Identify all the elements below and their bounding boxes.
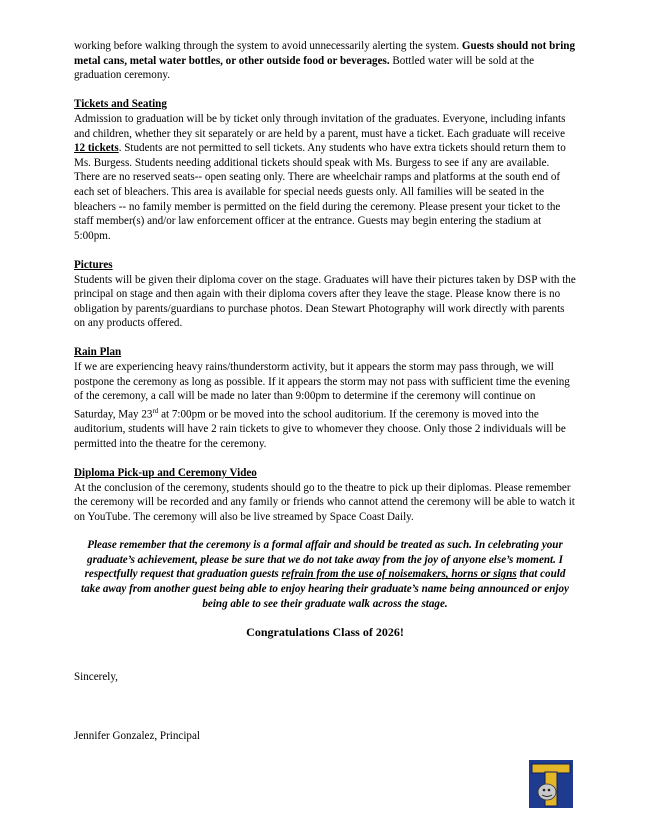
intro-paragraph xyxy=(74,39,576,83)
rain-section xyxy=(74,345,576,451)
tickets-heading: Tickets and Seating xyxy=(74,98,167,111)
diploma-heading: Diploma Pick-up and Ceremony Video xyxy=(74,466,257,479)
rain-superscript: rd xyxy=(152,406,159,415)
tickets-text-end: . Students are not permitted to sell tickets. Any students who have extra tickets should return them to Ms. Burgess. Students needing additional tickets should speak with Ms. Burgess to see if any are available. There are no reserved seats-- open seating only. There are wheelchair ramps and platforms at the south end of each set of bleachers. This area is available for special needs guests only. All families will be seated in the bleachers -- no family member is permitted on the field during the ceremony. Please present your ticket to the staff member(s) and/or law enforcement officer at the entrance. Guests may begin entering the stadium at 5:00pm. xyxy=(74,142,566,242)
tickets-text: Admission to graduation will be by ticket only through invitation of the graduates. Everyone, including infants and children, whether they sit separately or are held by a parent, must have a ticket. Each graduate will receive xyxy=(74,112,566,140)
diploma-paragraph: At the conclusion of the ceremony, students should go to the theatre to pick up their diplomas. Please remember the ceremony will be recorded and any family or friends who cannot attend the ceremony will be able to watch it on YouTube. The ceremony will also be live streamed by Space Coast Daily. xyxy=(74,481,575,523)
congratulations-line: Congratulations Class of 2026! xyxy=(246,625,404,640)
tickets-paragraph xyxy=(74,112,576,243)
closing-line: Sincerely, xyxy=(74,670,118,683)
tickets-section xyxy=(74,97,576,243)
intro-bold-text: Guests should not bring metal cans, metal water bottles, or other outside food or beverages. xyxy=(74,40,576,67)
reminder-text-end: that could take away from another guest being able to enjoy hearing their graduate’s name being announced or enjoy being able to see their graduate walk across the stage. xyxy=(81,568,569,610)
rain-heading: Rain Plan xyxy=(74,346,122,359)
reminder-text: Please remember that the ceremony is a formal affair and should be treated as such. In celebrating your graduate’s achievement, please be sure that we do not take away from the joy of anyone else’s moment. I respectfully request that graduation guests xyxy=(84,539,563,581)
school-logo-icon xyxy=(529,760,573,808)
rain-text: If we are experiencing heavy rains/thunderstorm activity, but it appears the storm may pass through, we will postpone the ceremony as long as possible. If it appears the storm may not pass with sufficient time the evening of the ceremony, a call will be made no later than 9:00pm to determine if the ceremony will continue on Saturday, May 23 xyxy=(74,361,570,421)
tickets-count: 12 tickets xyxy=(74,142,119,155)
pictures-section xyxy=(74,258,576,331)
intro-text-end: Bottled water will be sold at the graduation ceremony. xyxy=(74,54,535,82)
reminder-emphasis: refrain from the use of noisemakers, horns or signs xyxy=(281,568,517,581)
intro-text: working before walking through the system to avoid unnecessarily alerting the system. xyxy=(74,40,462,52)
reminder-paragraph xyxy=(74,538,576,611)
signature-line: Jennifer Gonzalez, Principal xyxy=(74,730,200,743)
letter-page xyxy=(74,39,576,744)
rain-text-end: at 7:00pm or be moved into the school auditorium. If the ceremony is moved into the auditorium, students will have 2 rain tickets to give to whomever they choose. Only those 2 individuals will be permitted into the theatre for the ceremony. xyxy=(74,408,566,450)
pictures-heading: Pictures xyxy=(74,258,113,271)
diploma-section xyxy=(74,466,576,524)
rain-paragraph xyxy=(74,360,576,451)
pictures-paragraph: Students will be given their diploma cover on the stage. Graduates will have their pictures taken by DSP with the principal on stage and then again with their diploma covers after they leave the stage. Please know there is no obligation by parents/guardians to purchase photos. Dean Stewart Photography will work directly with parents on any products offered. xyxy=(74,273,576,330)
